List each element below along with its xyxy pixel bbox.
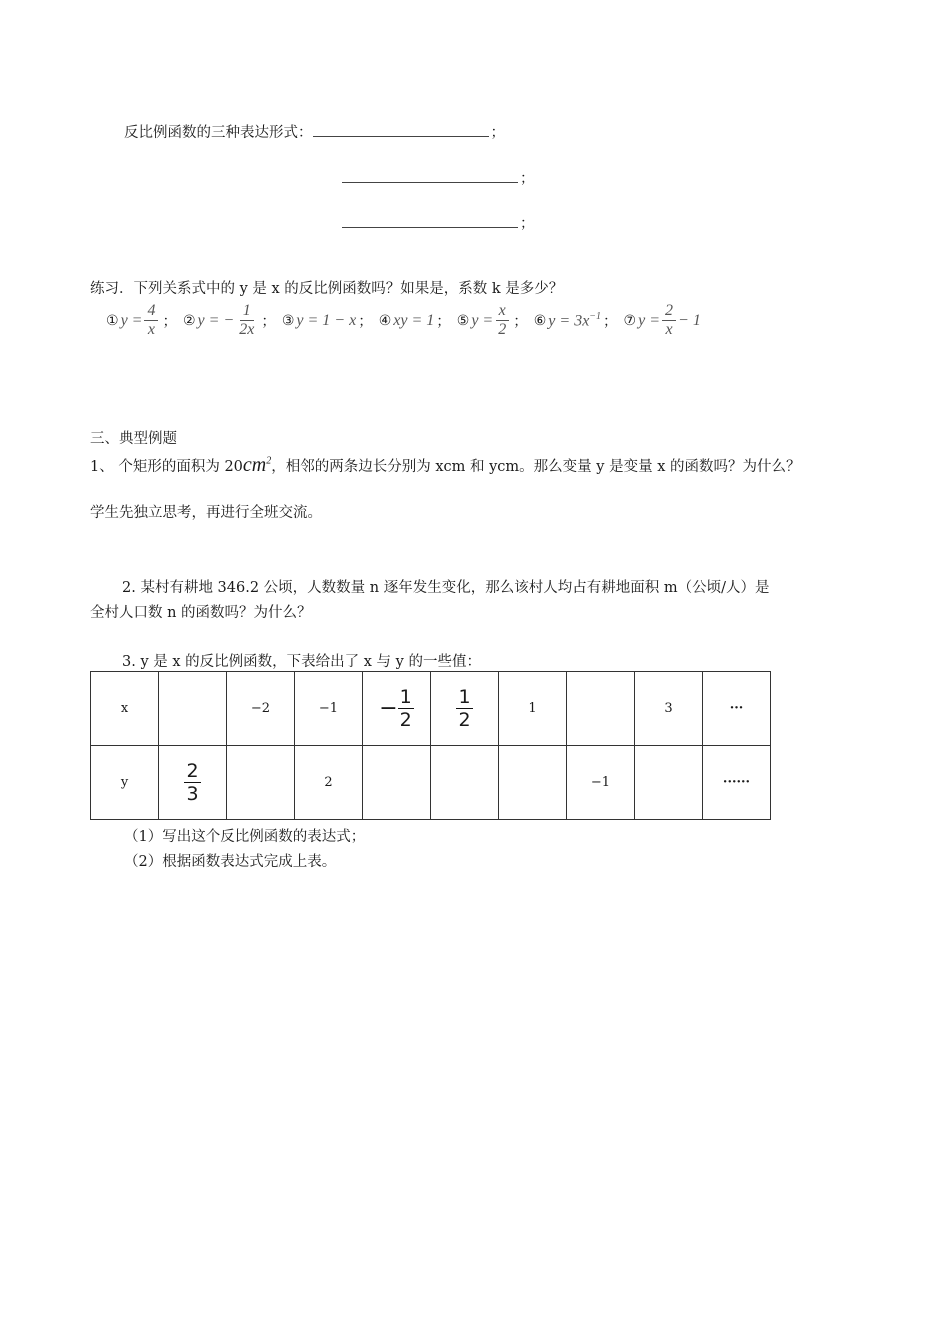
forms-sep: ；	[490, 125, 505, 141]
forms-sep: ；	[520, 171, 535, 187]
question-1: 1、 个矩形的面积为 $20cm^2$，相邻的两条边长分别为 xcm 和 ycm。那么变量 y 是变量 x 的函数吗？为什么？	[90, 454, 801, 476]
answer-blank-3[interactable]	[342, 213, 518, 228]
practice-item-7: ⑦ y = $\frac{2}{x}$ − 1	[623, 302, 701, 338]
forms-line-3	[342, 212, 535, 233]
table-cell: ···	[703, 672, 771, 746]
table-cell[interactable]	[567, 672, 635, 746]
table-cell: ······	[703, 746, 771, 820]
practice-item-6: ⑥ $y = 3x^{-1}$ ；	[533, 310, 618, 330]
forms-line-1	[124, 121, 505, 142]
value-table	[90, 671, 771, 820]
table-cell: −1	[567, 746, 635, 820]
unit-cm: $cm^2$	[242, 454, 272, 476]
practice-items	[106, 302, 705, 339]
table-cell: $\frac{1}{2}$	[431, 672, 499, 746]
task-2: （2）根据函数表达式完成上表。	[124, 854, 337, 870]
section-heading: 三、典型例题	[90, 431, 177, 447]
table-cell: 2	[295, 746, 363, 820]
table-cell[interactable]	[363, 746, 431, 820]
forms-line-2	[342, 167, 535, 188]
task-1: （1）写出这个反比例函数的表达式；	[124, 829, 366, 845]
practice-item-5: ⑤ y = $\frac{x}{2}$ ；	[456, 302, 528, 338]
row-label-x: x	[91, 672, 159, 746]
table-cell: −1	[295, 672, 363, 746]
table-cell[interactable]	[227, 746, 295, 820]
table-row-y	[91, 746, 771, 820]
table-cell: − $\frac{1}{2}$	[363, 672, 431, 746]
table-cell[interactable]	[431, 746, 499, 820]
question-2-line-2: 全村人口数 n 的函数吗？为什么？	[90, 605, 312, 621]
question-2-line-1: 2. 某村有耕地 346.2 公顷，人数数量 n 逐年发生变化，那么该村人均占有耕地面积 m（公顷/人）是	[122, 580, 770, 596]
table-row-x	[91, 672, 771, 746]
table-cell[interactable]	[635, 746, 703, 820]
question-3-intro: 3. y 是 x 的反比例函数，下表给出了 x 与 y 的一些值：	[122, 654, 481, 670]
table-cell: −2	[227, 672, 295, 746]
answer-blank-2[interactable]	[342, 168, 518, 183]
forms-sep: ；	[520, 216, 535, 232]
row-label-y: y	[91, 746, 159, 820]
table-cell[interactable]	[499, 746, 567, 820]
practice-item-1: ① y = $\frac{4}{x}$ ；	[106, 302, 177, 338]
answer-blank-1[interactable]	[313, 122, 489, 137]
table-cell: 1	[499, 672, 567, 746]
practice-item-2: ② y = − $\frac{1}{2x}$ ；	[182, 302, 276, 338]
table-cell: 3	[635, 672, 703, 746]
table-cell[interactable]	[159, 672, 227, 746]
practice-title: 练习．下列关系式中的 y 是 x 的反比例函数吗？如果是，系数 k 是多少？	[90, 281, 564, 297]
forms-label: 反比例函数的三种表达形式：	[124, 125, 313, 141]
practice-item-3: ③ y = 1 − x ；	[281, 311, 373, 330]
question-1-note: 学生先独立思考，再进行全班交流。	[90, 505, 322, 521]
table-cell: $\frac{2}{3}$	[159, 746, 227, 820]
practice-item-4: ④ xy = 1 ；	[378, 311, 451, 330]
